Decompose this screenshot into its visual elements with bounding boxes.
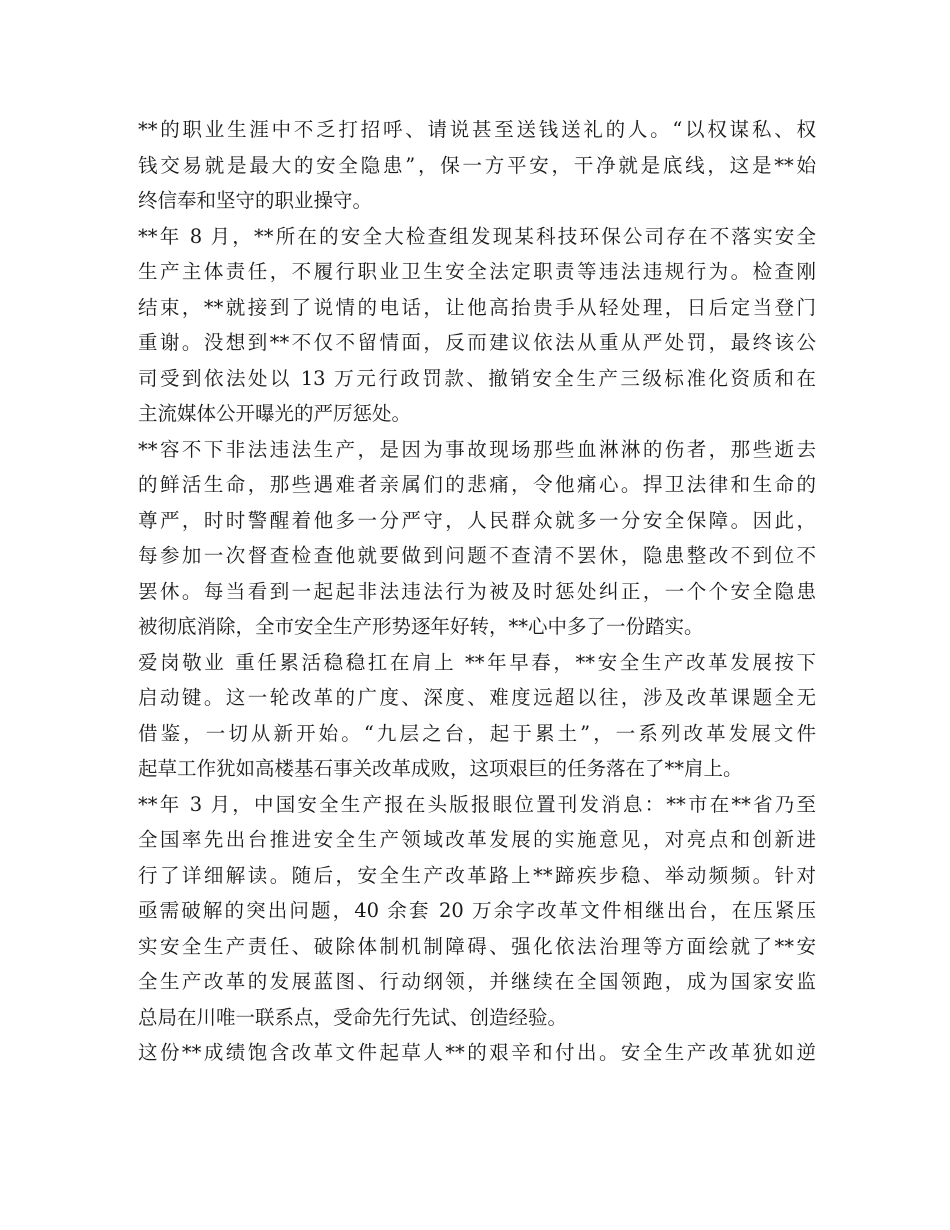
text-line: 罢休。每当看到一起起非法违法行为被及时惩处纠正，一个个安全隐患 [138,579,816,603]
text-line: 全国率先出台推进安全生产领域改革发展的实施意见，对亮点和创新进 [138,828,816,851]
text-line: **容不下非法违法生产，是因为事故现场那些血淋淋的伤者，那些逝去 [138,437,816,461]
text-line: 的鲜活生命，那些遇难者亲属们的悲痛，令他痛心。捍卫法律和生命的 [138,473,816,496]
paragraph-inspection-case [138,219,816,432]
text-line: 结束，**就接到了说情的电话，让他高抬贵手从轻处理，日后定当登门 [138,295,816,319]
text-line: 司受到依法处以 13 万元行政罚款、撤销安全生产三级标准化资质和在 [138,366,816,390]
text-line: 这份**成绩饱含改革文件起草人**的艰辛和付出。安全生产改革犹如逆 [138,1041,816,1064]
paragraph-illegal-production [138,432,816,645]
paragraph-dedication [138,645,816,787]
text-line: 总局在川唯一联系点，受命先行先试、创造经验。 [138,1005,568,1029]
text-line: 启动键。这一轮改革的广度、深度、难度远超以往，涉及改革课题全无 [138,686,816,709]
text-line: 实安全生产责任、破除体制机制障碍、强化依法治理等方面绘就了**安 [138,934,816,958]
text-line: **年 8 月，**所在的安全大检查组发现某科技环保公司存在不落实安全 [138,224,816,248]
text-line: 行了详细解读。随后，安全生产改革路上**蹄疾步稳、举动频频。针对 [138,863,816,887]
text-line: 每参加一次督查检查他就要做到问题不查清不罢休，隐患整改不到位不 [138,544,816,567]
document-body [138,112,816,1071]
paragraph-reform-news [138,787,816,1036]
text-line: 主流媒体公开曝光的严厉惩处。 [138,402,412,425]
text-line: 钱交易就是最大的安全隐患”，保一方平安，干净就是底线，这是**始 [138,153,816,177]
text-line: 起草工作犹如高楼基石事关改革成败，这项艰巨的任务落在了**肩上。 [138,757,743,780]
text-line: 被彻底消除，全市安全生产形势逐年好转，**心中多了一份踏实。 [138,615,704,638]
text-line: 重谢。没想到**不仅不留情面，反而建议依法从重从严处罚，最终该公 [138,331,816,354]
text-line: 尊严，时时警醒着他多一分严守，人民群众就多一分安全保障。因此， [138,508,816,532]
text-line: 借鉴，一切从新开始。“九层之台，起于累土”，一系列改革发展文件 [138,721,816,745]
text-line: 全生产改革的发展蓝图、行动纲领，并继续在全国领跑，成为国家安监 [138,970,816,993]
text-line: **年 3 月，中国安全生产报在头版报眼位置刊发消息：**市在**省乃至 [138,792,816,816]
text-line: 亟需破解的突出问题，40 余套 20 万余字改革文件相继出台，在压紧压 [138,899,816,922]
text-line: 生产主体责任，不履行职业卫生安全法定职责等违法违规行为。检查刚 [138,260,816,283]
paragraph-integrity [138,112,816,219]
text-line: **的职业生涯中不乏打招呼、请说甚至送钱送礼的人。“以权谋私、权 [138,118,816,141]
text-line: 终信奉和坚守的职业操守。 [138,189,373,212]
text-line: 爱岗敬业 重任累活稳稳扛在肩上 **年早春，**安全生产改革发展按下 [138,650,816,674]
paragraph-drafter [138,1035,816,1071]
